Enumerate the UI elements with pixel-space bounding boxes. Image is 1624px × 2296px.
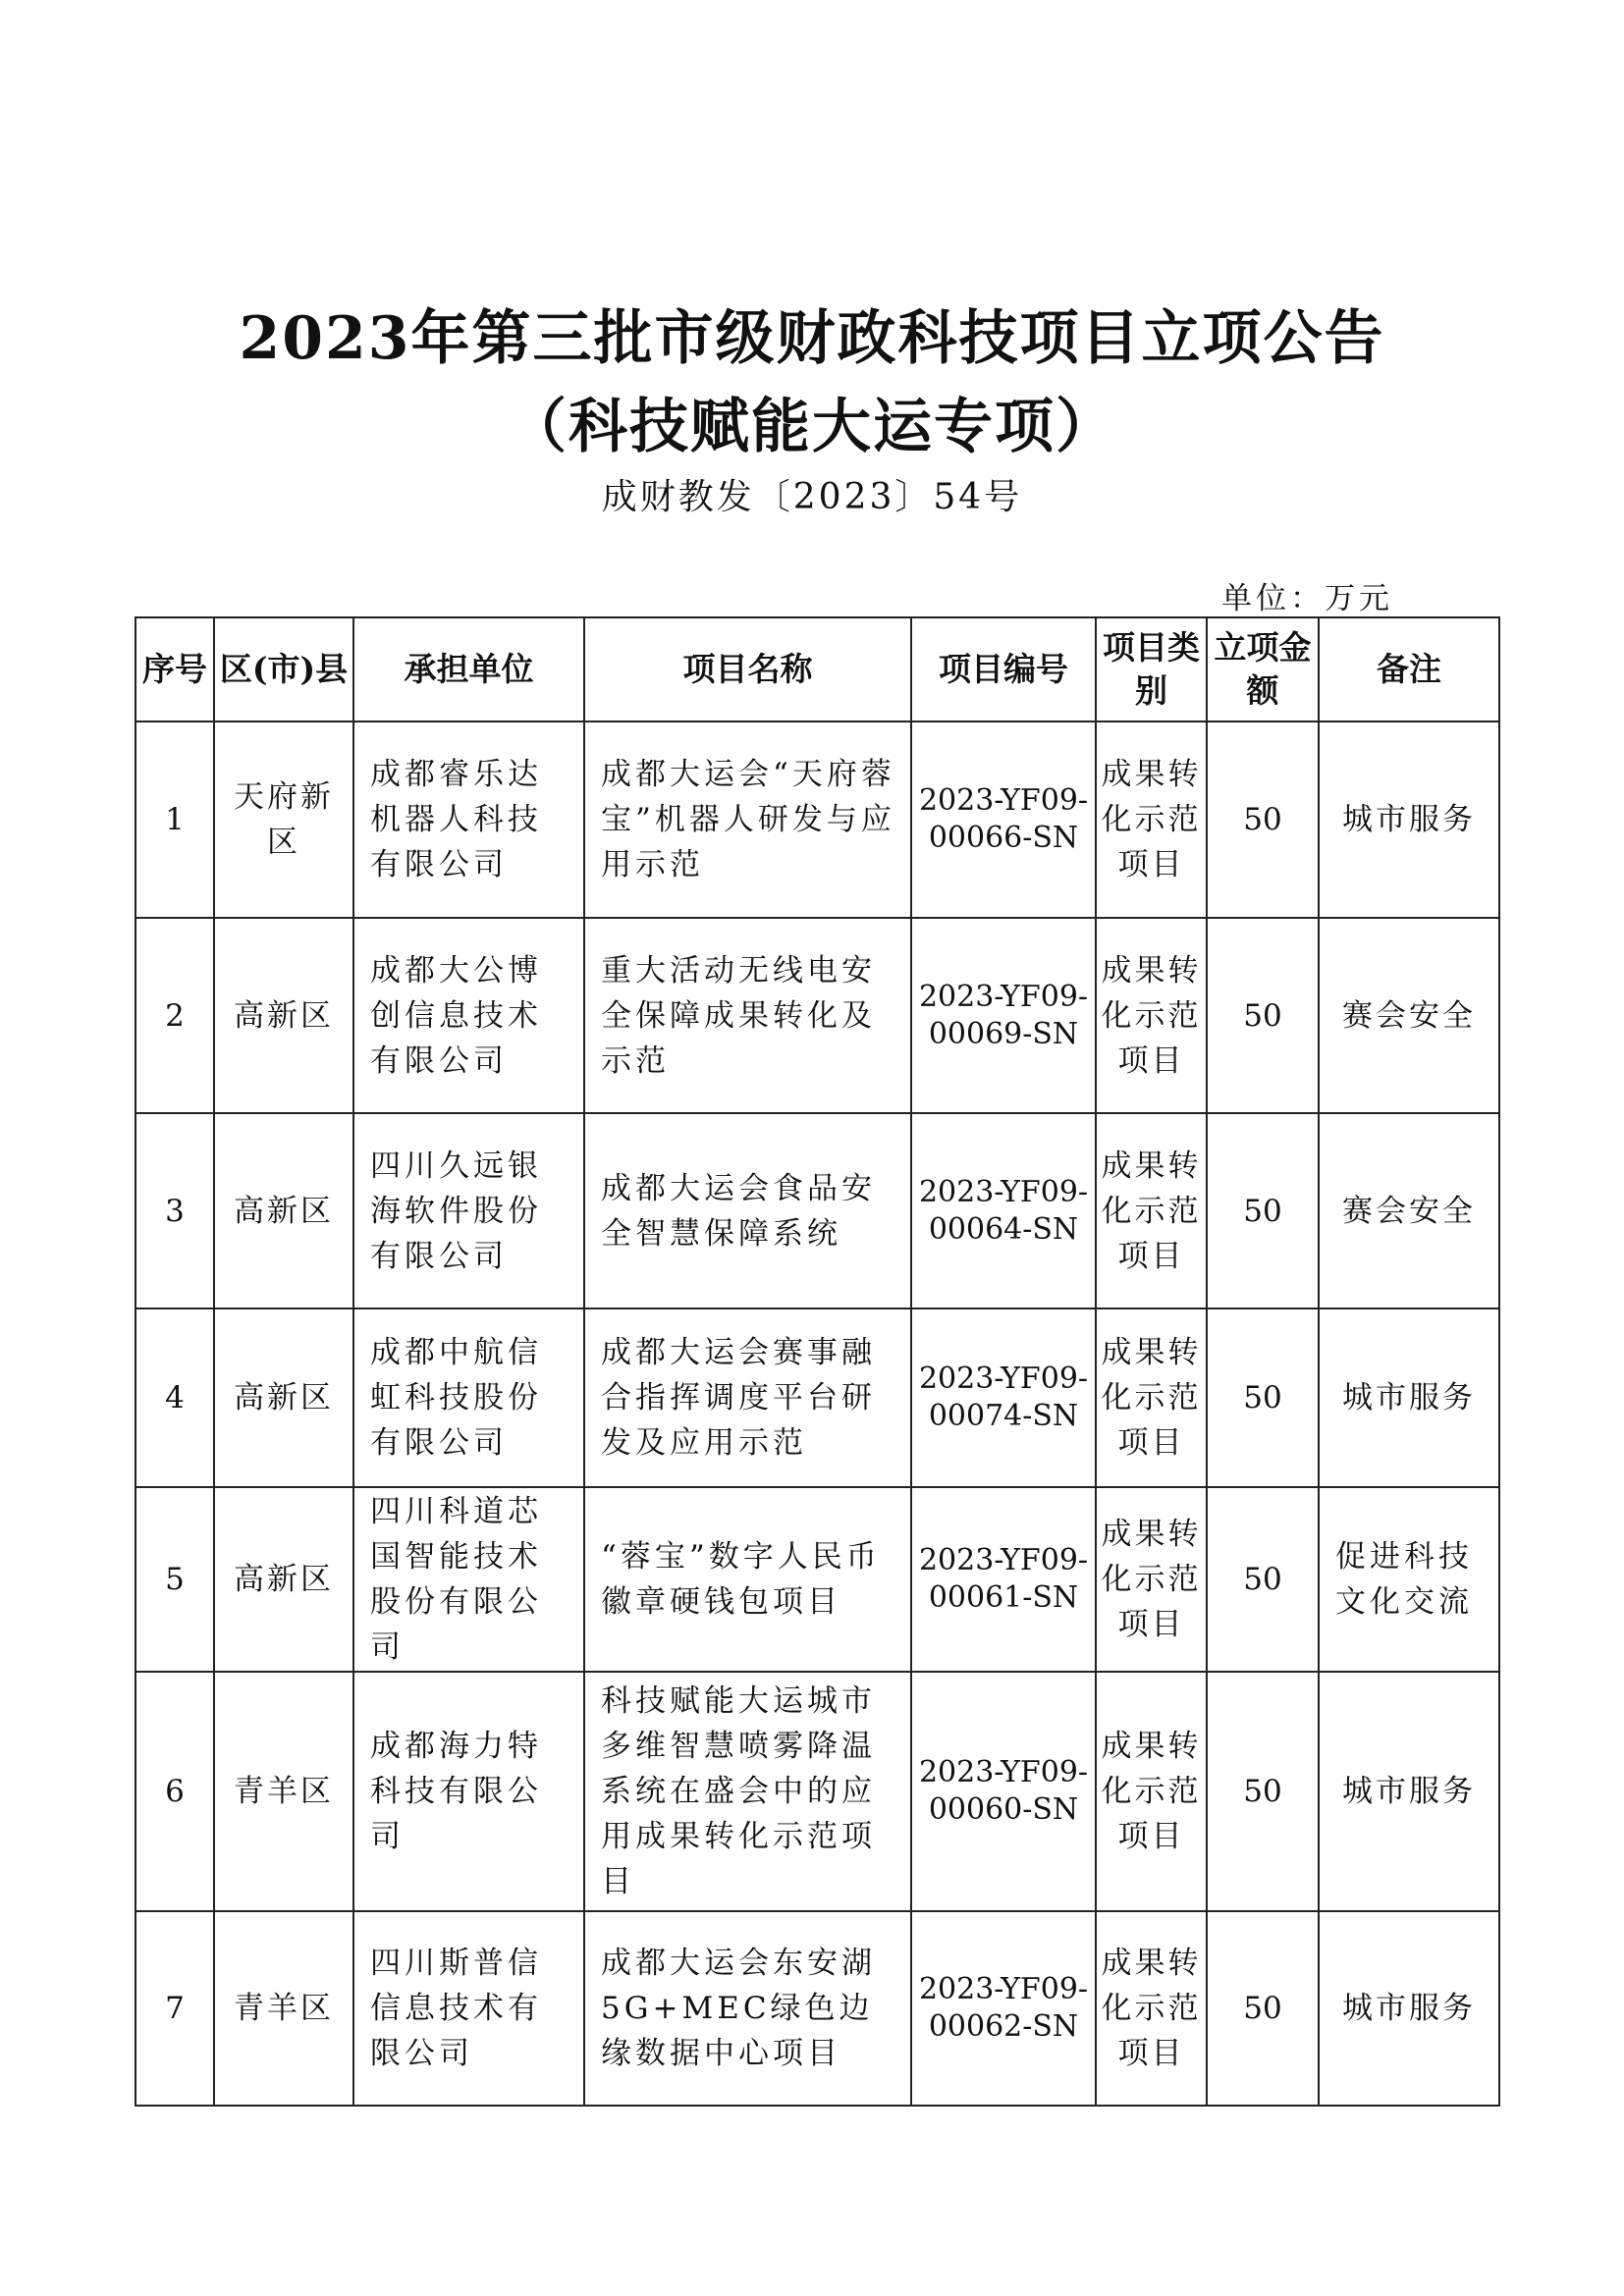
project-table	[135, 616, 1500, 2107]
cell-category: 成果转化示范项目	[1096, 1487, 1207, 1672]
cell-category: 成果转化示范项目	[1096, 721, 1207, 918]
cell-seq: 6	[135, 1672, 214, 1911]
cell-amount: 50	[1207, 1308, 1319, 1487]
cell-note: 赛会安全	[1319, 918, 1499, 1113]
cell-name: 成都大运会“天府蓉宝”机器人研发与应用示范	[584, 721, 911, 918]
cell-note: 赛会安全	[1319, 1113, 1499, 1308]
cell-district: 高新区	[214, 1113, 353, 1308]
cell-note: 促进科技文化交流	[1319, 1487, 1499, 1672]
cell-district: 天府新区	[214, 721, 353, 918]
cell-category: 成果转化示范项目	[1096, 1672, 1207, 1911]
cell-name: 成都大运会赛事融合指挥调度平台研发及应用示范	[584, 1308, 911, 1487]
cell-code: 2023-YF09-00074-SN	[911, 1308, 1096, 1487]
cell-code: 2023-YF09-00064-SN	[911, 1113, 1096, 1308]
cell-seq: 1	[135, 721, 214, 918]
cell-district: 高新区	[214, 918, 353, 1113]
table-row	[135, 1911, 1499, 2106]
page-title: 2023年第三批市级财政科技项目立项公告	[239, 304, 1385, 373]
cell-unit: 成都海力特科技有限公司	[353, 1672, 584, 1911]
cell-district: 青羊区	[214, 1911, 353, 2106]
table-row	[135, 1308, 1499, 1487]
cell-unit: 成都睿乐达机器人科技有限公司	[353, 721, 584, 918]
header-code: 项目编号	[911, 617, 1096, 721]
cell-code: 2023-YF09-00066-SN	[911, 721, 1096, 918]
cell-unit: 四川科道芯国智能技术股份有限公司	[353, 1487, 584, 1672]
header-seq: 序号	[135, 617, 214, 721]
cell-name: “蓉宝”数字人民币徽章硬钱包项目	[584, 1487, 911, 1672]
cell-unit: 四川久远银海软件股份有限公司	[353, 1113, 584, 1308]
header-amount: 立项金额	[1207, 617, 1319, 721]
table-row	[135, 1487, 1499, 1672]
table-row	[135, 1672, 1499, 1911]
cell-amount: 50	[1207, 721, 1319, 918]
cell-seq: 4	[135, 1308, 214, 1487]
cell-name: 重大活动无线电安全保障成果转化及示范	[584, 918, 911, 1113]
cell-note: 城市服务	[1319, 1308, 1499, 1487]
cell-seq: 2	[135, 918, 214, 1113]
table-row	[135, 721, 1499, 918]
header-unit: 承担单位	[353, 617, 584, 721]
cell-amount: 50	[1207, 918, 1319, 1113]
cell-amount: 50	[1207, 1911, 1319, 2106]
cell-code: 2023-YF09-00062-SN	[911, 1911, 1096, 2106]
cell-amount: 50	[1207, 1672, 1319, 1911]
table-header-row	[135, 617, 1499, 721]
cell-district: 高新区	[214, 1308, 353, 1487]
cell-category: 成果转化示范项目	[1096, 1911, 1207, 2106]
cell-name: 成都大运会东安湖5G+MEC绿色边缘数据中心项目	[584, 1911, 911, 2106]
cell-district: 高新区	[214, 1487, 353, 1672]
cell-name: 成都大运会食品安全智慧保障系统	[584, 1113, 911, 1308]
cell-note: 城市服务	[1319, 1672, 1499, 1911]
cell-category: 成果转化示范项目	[1096, 1308, 1207, 1487]
cell-category: 成果转化示范项目	[1096, 1113, 1207, 1308]
header-category: 项目类别	[1096, 617, 1207, 721]
cell-code: 2023-YF09-00060-SN	[911, 1672, 1096, 1911]
cell-amount: 50	[1207, 1487, 1319, 1672]
unit-label: 单位：万元	[1221, 581, 1393, 616]
header-district: 区(市)县	[214, 617, 353, 721]
cell-code: 2023-YF09-00069-SN	[911, 918, 1096, 1113]
cell-unit: 成都大公博创信息技术有限公司	[353, 918, 584, 1113]
header-note: 备注	[1319, 617, 1499, 721]
cell-seq: 3	[135, 1113, 214, 1308]
cell-note: 城市服务	[1319, 721, 1499, 918]
cell-seq: 7	[135, 1911, 214, 2106]
cell-note: 城市服务	[1319, 1911, 1499, 2106]
cell-name: 科技赋能大运城市多维智慧喷雾降温系统在盛会中的应用成果转化示范项目	[584, 1672, 911, 1911]
document-number: 成财教发〔2023〕54号	[601, 477, 1023, 517]
cell-category: 成果转化示范项目	[1096, 918, 1207, 1113]
cell-amount: 50	[1207, 1113, 1319, 1308]
table-row	[135, 918, 1499, 1113]
cell-seq: 5	[135, 1487, 214, 1672]
cell-unit: 成都中航信虹科技股份有限公司	[353, 1308, 584, 1487]
header-name: 项目名称	[584, 617, 911, 721]
table-row	[135, 1113, 1499, 1308]
cell-unit: 四川斯普信信息技术有限公司	[353, 1911, 584, 2106]
cell-code: 2023-YF09-00061-SN	[911, 1487, 1096, 1672]
page-subtitle: （科技赋能大运专项）	[508, 393, 1116, 461]
cell-district: 青羊区	[214, 1672, 353, 1911]
